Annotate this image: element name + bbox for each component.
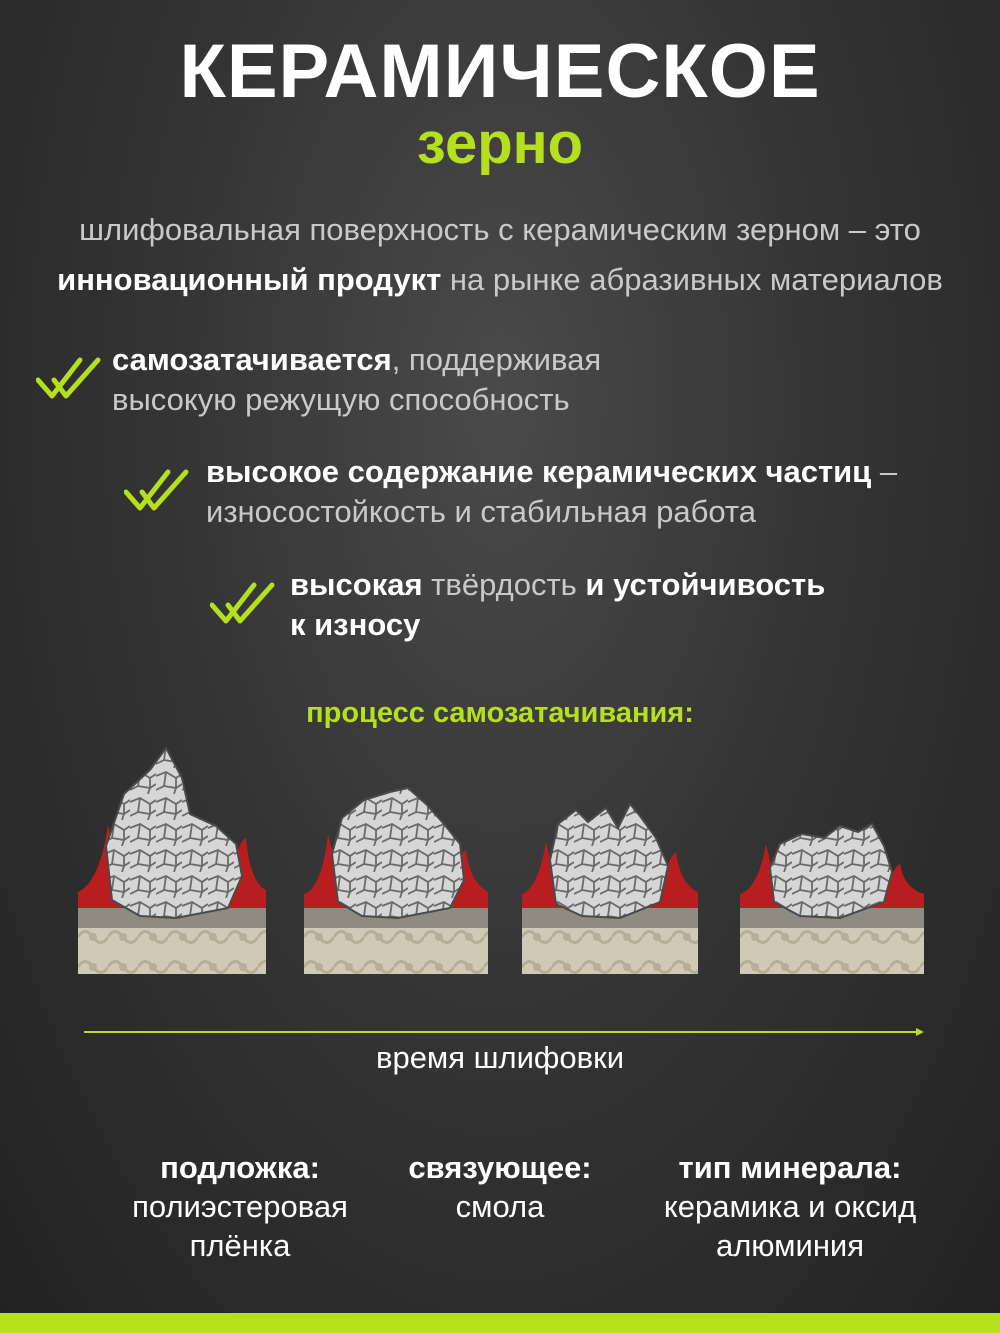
feature-bold: высокое содержание керамических частиц [206, 454, 872, 489]
spec-heading: связующее: [408, 1150, 592, 1185]
feature-bold: к износу [290, 607, 421, 642]
double-check-icon [36, 356, 104, 402]
feature-line: высокую режущую способность [112, 382, 570, 417]
spec-value: плёнка [189, 1228, 291, 1263]
feature-text: , поддерживая [391, 342, 602, 377]
page-subtitle: зерно [416, 111, 584, 176]
feature-self-sharpening [112, 340, 601, 420]
intro-highlight: инновационный продукт [57, 262, 442, 297]
time-label: время шлифовки [375, 1040, 625, 1075]
feature-bold: высокая [290, 567, 423, 602]
spec-heading: тип минерала: [678, 1150, 902, 1185]
spec-backing [80, 1148, 400, 1265]
intro-line-1: шлифовальная поверхность с керамическим зерном – это [79, 212, 921, 247]
process-title: процесс самозатачивания: [306, 697, 694, 729]
time-arrow [84, 1022, 926, 1042]
intro-text [0, 205, 1000, 305]
feature-line [290, 565, 825, 605]
intro-line-2-rest: на рынке абразивных материалов [441, 262, 943, 297]
feature-text: твёрдость [422, 567, 586, 602]
feature-line [206, 452, 897, 492]
feature-ceramic-content [206, 452, 897, 532]
spec-value: полиэстеровая [132, 1189, 348, 1224]
feature-line [112, 340, 601, 380]
feature-line [290, 605, 825, 645]
spec-value: керамика и оксид [663, 1189, 917, 1224]
grain-stage-3 [522, 742, 698, 974]
grain-stage-2 [304, 742, 488, 974]
feature-hardness [290, 565, 825, 645]
intro-line-2 [0, 255, 1000, 305]
spec-value: смола [455, 1189, 545, 1224]
bottom-accent-bar [0, 1313, 1000, 1333]
feature-line: износостойкость и стабильная работа [206, 494, 756, 529]
feature-bold: самозатачивается [112, 342, 392, 377]
grain-stage-1 [78, 742, 266, 974]
feature-text: – [871, 454, 898, 489]
spec-binder [370, 1148, 630, 1226]
spec-value: алюминия [715, 1228, 865, 1263]
spec-mineral [610, 1148, 970, 1265]
double-check-icon [210, 581, 278, 627]
spec-heading: подложка: [160, 1150, 320, 1185]
page-title: КЕРАМИЧЕСКОЕ [179, 29, 821, 114]
double-check-icon [124, 468, 192, 514]
feature-bold: и устойчивость [585, 567, 826, 602]
grain-stage-4 [740, 742, 924, 974]
